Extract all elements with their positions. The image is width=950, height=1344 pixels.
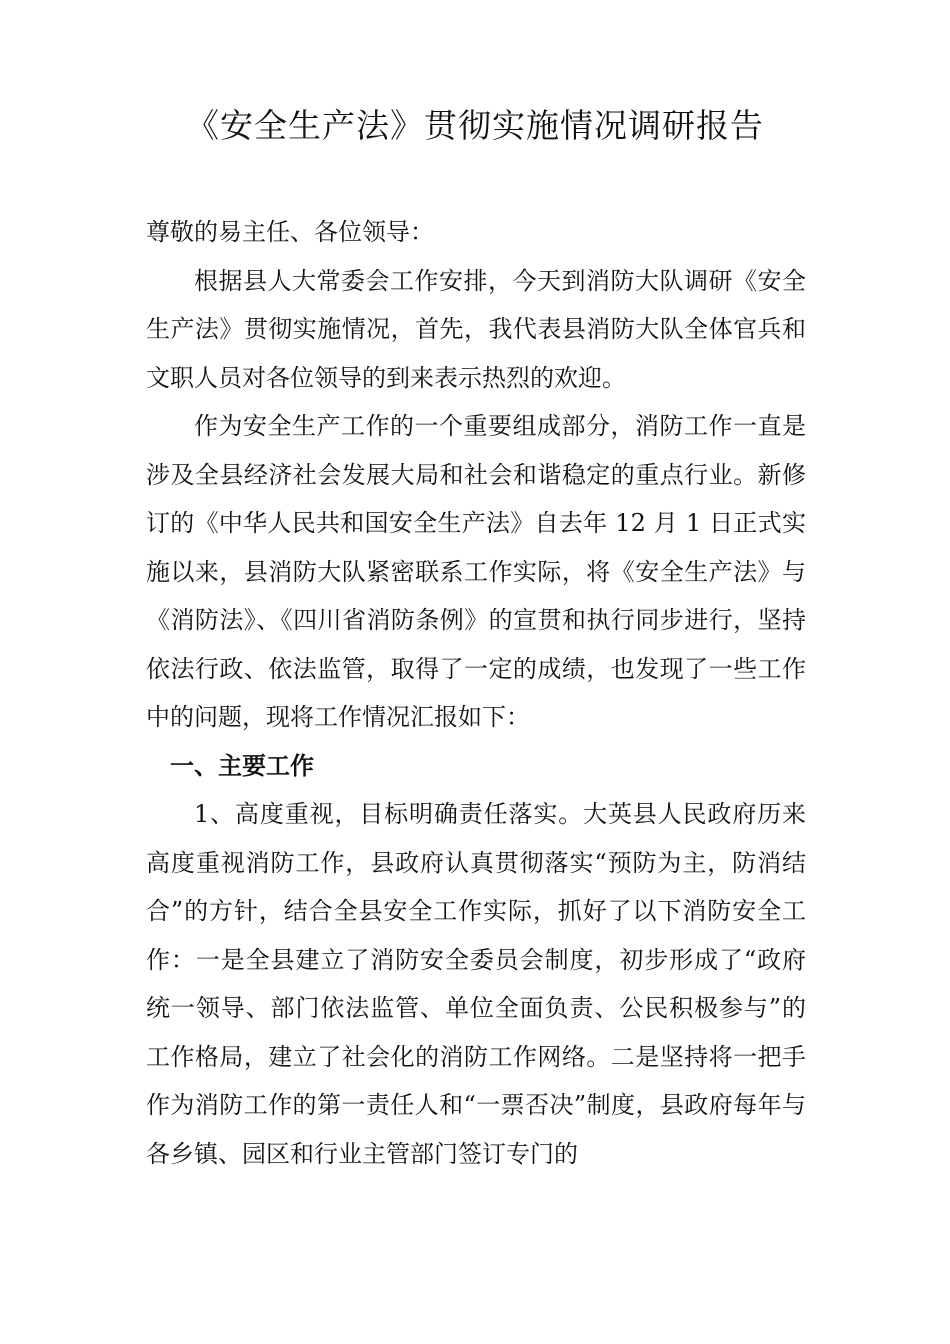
section-heading: 一、主要工作 — [170, 751, 314, 780]
paragraph-section-1: 1、高度重视，目标明确责任落实。大英县人民政府历来高度重视消防工作，县政府认真贯彻落实“预防为主，防消结合”的方针，结合全县安全工作实际，抓好了以下消防安全工作：一是全县建立了消防安全委员会制度，初步形成了“政府统一领导、部门依法监管、单位全面负责、公民积极参与”的工作格局，建立了社会化的消防工作网络。二是坚持将一把手作为消防工作的第一责任人和“一票否决”制度，县政府每年与各乡镇、园区和行业主管部门签订专门的 — [146, 800, 806, 1168]
paragraph-intro: 根据县人大常委会工作安排，今天到消防大队调研《安全生产法》贯彻实施情况，首先，我代表县消防大队全体官兵和文职人员对各位领导的到来表示热烈的欢迎。 — [146, 266, 806, 392]
document-body — [146, 208, 806, 1178]
document-title: 《安全生产法》贯彻实施情况调研报告 — [186, 106, 764, 145]
paragraph-background: 作为安全生产工作的一个重要组成部分，消防工作一直是涉及全县经济社会发展大局和社会和谐稳定的重点行业。新修订的《中华人民共和国安全生产法》自去年 12 月 1 日正式实施以来，县消防大队紧密联系工作实际，将《安全生产法》与《消防法》、《四川省消防条例》的宣贯和执行同步进行，坚持依法行政、依法监管，取得了一定的成绩，也发现了一些工作中的问题，现将工作情况汇报如下： — [146, 412, 806, 731]
salutation: 尊敬的易主任、各位领导： — [146, 218, 434, 246]
